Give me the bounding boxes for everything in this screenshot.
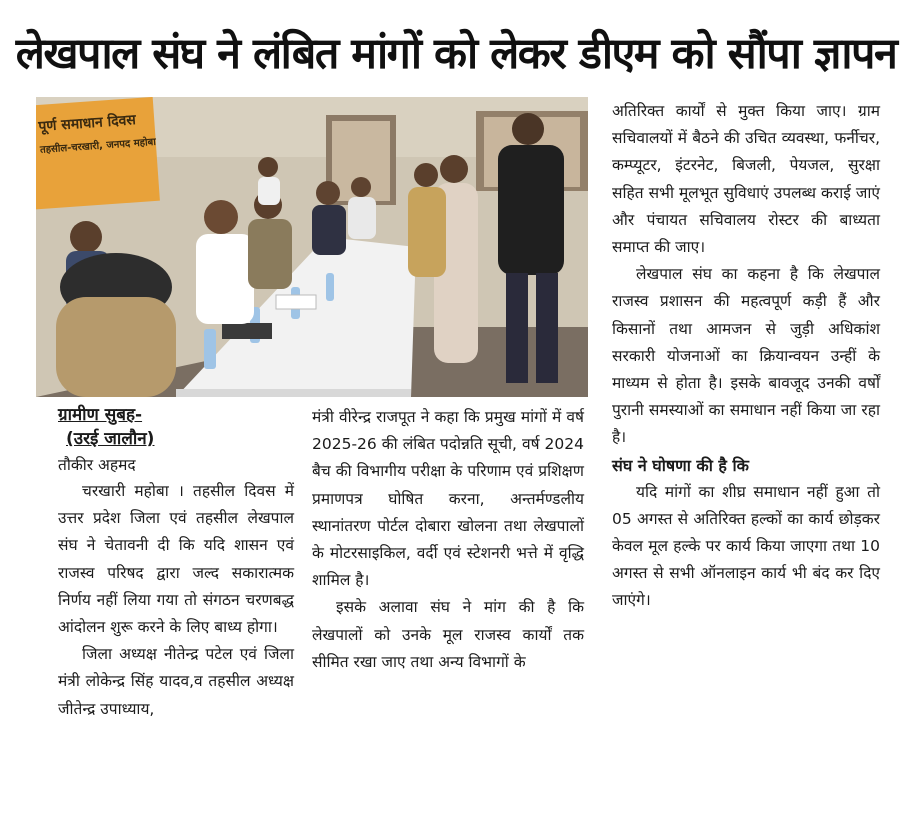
subheading: संघ ने घोषणा की है कि [612, 455, 749, 475]
headline: लेखपाल संघ ने लंबित मांगों को लेकर डीएम को सौंपा ज्ञापन [15, 29, 897, 79]
article-column-3 [612, 98, 880, 615]
paragraph: लेखपाल संघ का कहना है कि लेखपाल राजस्व प्रशासन की महत्वपूर्ण कड़ी हैं और किसानों तथा आमजन से जुड़ी अधिकांश सरकारी योजनाओं का क्रियान्वयन उन्हीं के माध्यम से होता है। इसके बावजूद उनकी वर्षों पुरानी समस्याओं का समाधान नहीं किया जा रहा है। [612, 265, 880, 447]
dateline-publication: ग्रामीण सुबह- [58, 405, 143, 425]
meeting-photo-illustration [36, 97, 588, 397]
paragraph: चरखारी महोबा । तहसील दिवस में उत्तर प्रदेश जिला एवं तहसील लेखपाल संघ ने चेतावनी दी कि यदि शासन एवं राजस्व परिषद द्वारा जल्द सकारात्मक निर्णय नहीं लिया गया तो संगठन चरणबद्ध आंदोलन शुरू करने के लिए बाध्य होगा। [58, 482, 294, 637]
paragraph: इसके अलावा संघ ने मांग की है कि लेखपालों को उनके मूल राजस्व कार्यों तक सीमित रखा जाए तथा अन्य विभागों के [312, 598, 584, 671]
paragraph: मंत्री वीरेन्द्र राजपूत ने कहा कि प्रमुख मांगों में वर्ष 2025-26 की लंबित पदोन्नति सूची, वर्ष 2024 बैच की विभागीय परीक्षा के परिणाम एवं प्रशिक्षण प्रमाणपत्र घोषित करना, अन्तर्मण्डलीय स्थानांतरण पोर्टल दोबारा खोलना तथा लेखपालों के मोटरसाइकिल, वर्दी एवं स्टेशनरी भत्ते में वृद्धि शामिल है। [312, 408, 584, 590]
article-column-2 [312, 404, 584, 676]
dateline-location: (उरई जालौन) [66, 429, 155, 449]
article-column-1 [58, 404, 294, 723]
paragraph: अतिरिक्त कार्यों से मुक्त किया जाए। ग्राम सचिवालयों में बैठने की उचित व्यवस्था, फर्नीचर, कम्प्यूटर, इंटरनेट, बिजली, पेयजल, सुरक्षा सहित सभी मूलभूत सुविधाएं उपलब्ध कराई जाएं और पंचायत सचिवालय रोस्टर की बाध्यता समाप्त की जाए। [612, 102, 880, 257]
news-photo [36, 97, 588, 397]
banner-line2: तहसील-चरखारी, जनपद महोबा [39, 136, 157, 156]
banner-line1: पूर्ण समाधान दिवस [37, 112, 137, 135]
byline: तौकीर अहमद [58, 456, 136, 474]
paragraph: यदि मांगों का शीघ्र समाधान नहीं हुआ तो 05 अगस्त से अतिरिक्त हल्कों का कार्य छोड़कर केवल मूल हल्के पर कार्य किया जाएगा तथा 10 अगस्त से सभी ऑनलाइन कार्य भी बंद कर दिए जाएंगे। [612, 482, 880, 610]
paragraph: जिला अध्यक्ष नीतेन्द्र पटेल एवं जिला मंत्री लोकेन्द्र सिंह यादव,व तहसील अध्यक्ष जीतेन्द्र उपाध्याय, [58, 645, 294, 718]
